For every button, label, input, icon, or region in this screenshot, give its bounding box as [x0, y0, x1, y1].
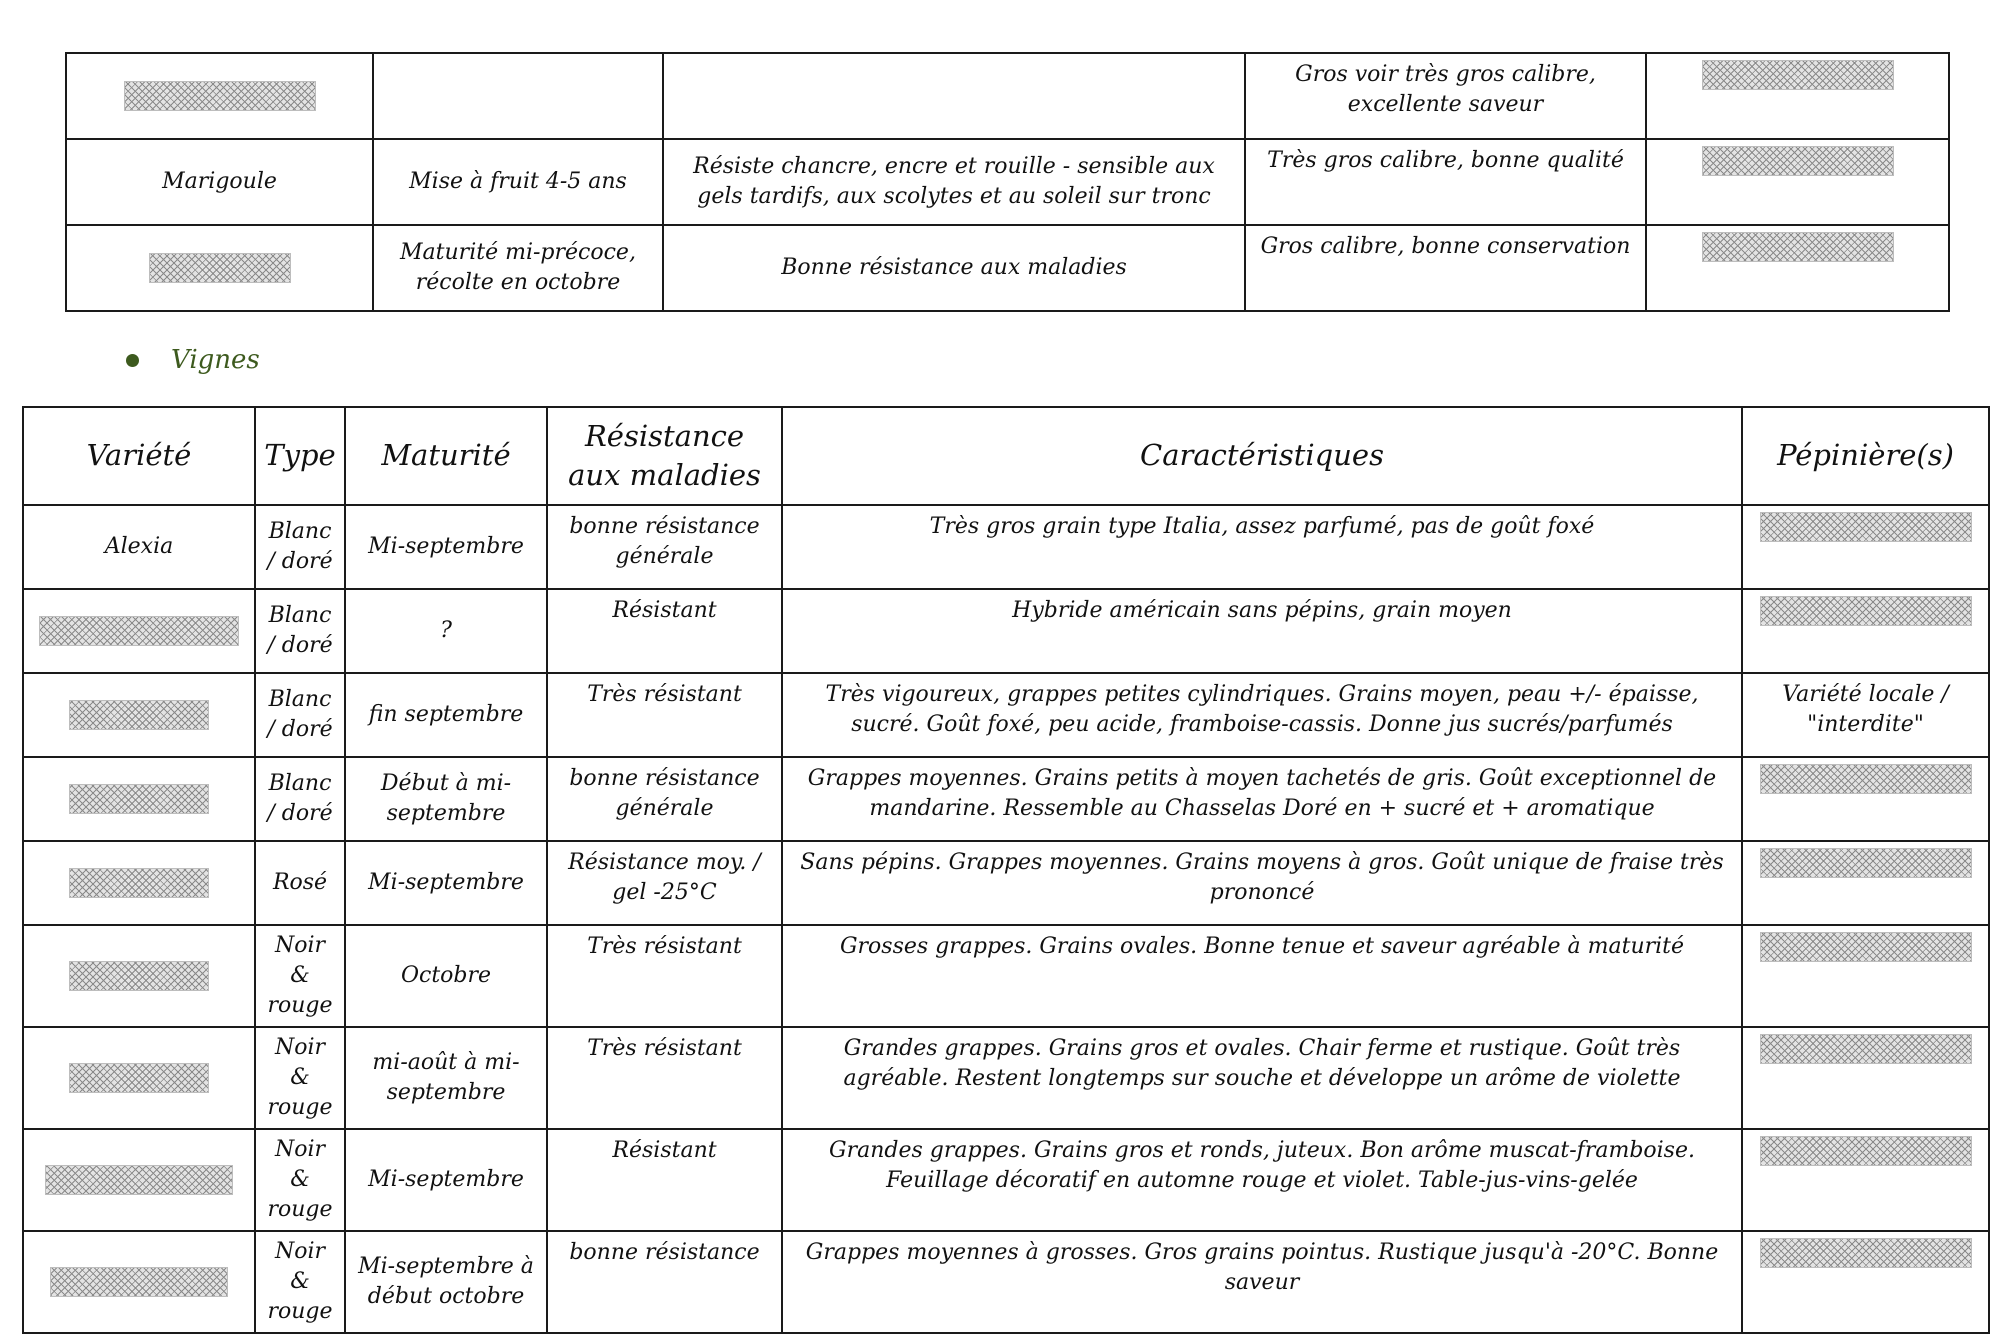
- section-title: Vignes: [171, 345, 260, 375]
- maturity-cell: Mi-septembre: [345, 1129, 547, 1231]
- table-row: [23, 589, 1989, 673]
- table-row: [66, 139, 1949, 225]
- characteristics-cell: Grosses grappes. Grains ovales. Bonne tenue et saveur agréable à maturité: [782, 925, 1742, 1027]
- redacted-block: [69, 1063, 209, 1093]
- variety-cell: Marigoule: [66, 139, 373, 225]
- characteristics-cell: Hybride américain sans pépins, grain moyen: [782, 589, 1742, 673]
- nursery-cell: [1742, 1231, 1989, 1333]
- variety-cell: [23, 1027, 255, 1129]
- table-row: [23, 1231, 1989, 1333]
- table-row: [23, 757, 1989, 841]
- header-resistance: Résistance aux maladies: [547, 407, 782, 505]
- redacted-block: [1760, 1136, 1972, 1166]
- maturity-cell: Maturité mi-précoce, récolte en octobre: [373, 225, 663, 311]
- header-characteristics: Caractéristiques: [782, 407, 1742, 505]
- nursery-cell: [1646, 139, 1949, 225]
- header-variety: Variété: [23, 407, 255, 505]
- characteristics-cell: Grandes grappes. Grains gros et ovales. Chair ferme et rustique. Goût très agréable. Restent longtemps sur souche et développe un arôme de violette: [782, 1027, 1742, 1129]
- maturity-cell: fin septembre: [345, 673, 547, 757]
- nursery-cell: Variété locale / "interdite": [1742, 673, 1989, 757]
- redacted-block: [1702, 146, 1894, 176]
- redacted-block: [1760, 512, 1972, 542]
- resistance-cell: bonne résistance: [547, 1231, 782, 1333]
- redacted-block: [39, 616, 239, 646]
- redacted-block: [69, 961, 209, 991]
- variety-cell: [66, 53, 373, 139]
- resistance-cell: Résistant: [547, 1129, 782, 1231]
- bullet-icon: [126, 354, 139, 367]
- variety-cell: [23, 589, 255, 673]
- resistance-cell: Bonne résistance aux maladies: [663, 225, 1245, 311]
- header-type: Type: [255, 407, 345, 505]
- characteristics-cell: Grappes moyennes à grosses. Gros grains pointus. Rustique jusqu'à -20°C. Bonne saveur: [782, 1231, 1742, 1333]
- table-row: [66, 53, 1949, 139]
- redacted-block: [69, 784, 209, 814]
- resistance-cell: bonne résistance générale: [547, 757, 782, 841]
- resistance-cell: Très résistant: [547, 1027, 782, 1129]
- nursery-cell: [1646, 225, 1949, 311]
- characteristics-cell: Très gros calibre, bonne qualité: [1245, 139, 1646, 225]
- vines-table: [22, 406, 1990, 1334]
- maturity-cell: Octobre: [345, 925, 547, 1027]
- maturity-cell: [373, 53, 663, 139]
- resistance-cell: Très résistant: [547, 925, 782, 1027]
- section-heading: [126, 345, 260, 375]
- redacted-block: [1760, 848, 1972, 878]
- nursery-cell: [1742, 757, 1989, 841]
- redacted-block: [45, 1165, 233, 1195]
- characteristics-cell: Gros calibre, bonne conservation: [1245, 225, 1646, 311]
- redacted-block: [1760, 1034, 1972, 1064]
- top-table: [65, 52, 1950, 312]
- table-header-row: [23, 407, 1989, 505]
- characteristics-cell: Grappes moyennes. Grains petits à moyen tachetés de gris. Goût exceptionnel de mandarine. Ressemble au Chasselas Doré en + sucré et + aromatique: [782, 757, 1742, 841]
- maturity-cell: mi-août à mi-septembre: [345, 1027, 547, 1129]
- type-cell: Noir & rouge: [255, 1231, 345, 1333]
- table-row: [23, 1129, 1989, 1231]
- resistance-cell: bonne résistance générale: [547, 505, 782, 589]
- table-row: [66, 225, 1949, 311]
- characteristics-cell: Gros voir très gros calibre, excellente saveur: [1245, 53, 1646, 139]
- type-cell: Blanc / doré: [255, 589, 345, 673]
- type-cell: Noir & rouge: [255, 1027, 345, 1129]
- resistance-cell: Très résistant: [547, 673, 782, 757]
- table-row: [23, 505, 1989, 589]
- resistance-cell: Résistant: [547, 589, 782, 673]
- redacted-block: [1702, 60, 1894, 90]
- redacted-block: [1760, 596, 1972, 626]
- characteristics-cell: Très vigoureux, grappes petites cylindriques. Grains moyen, peau +/- épaisse, sucré. Goût foxé, peu acide, framboise-cassis. Donne jus sucrés/parfumés: [782, 673, 1742, 757]
- resistance-cell: Résiste chancre, encre et rouille - sensible aux gels tardifs, aux scolytes et au soleil sur tronc: [663, 139, 1245, 225]
- variety-cell: [23, 757, 255, 841]
- nursery-cell: [1646, 53, 1949, 139]
- redacted-block: [1760, 764, 1972, 794]
- variety-cell: [23, 1231, 255, 1333]
- maturity-cell: Mi-septembre: [345, 841, 547, 925]
- variety-cell: [23, 925, 255, 1027]
- table-row: [23, 925, 1989, 1027]
- header-nursery: Pépinière(s): [1742, 407, 1989, 505]
- table-row: [23, 841, 1989, 925]
- type-cell: Blanc / doré: [255, 505, 345, 589]
- maturity-cell: Mi-septembre: [345, 505, 547, 589]
- characteristics-cell: Très gros grain type Italia, assez parfumé, pas de goût foxé: [782, 505, 1742, 589]
- type-cell: Noir & rouge: [255, 1129, 345, 1231]
- variety-cell: [23, 673, 255, 757]
- nursery-cell: [1742, 1129, 1989, 1231]
- redacted-block: [1760, 1238, 1972, 1268]
- variety-cell: [23, 1129, 255, 1231]
- table-row: [23, 673, 1989, 757]
- nursery-cell: [1742, 505, 1989, 589]
- redacted-block: [124, 81, 316, 111]
- maturity-cell: ?: [345, 589, 547, 673]
- redacted-block: [149, 253, 291, 283]
- type-cell: Rosé: [255, 841, 345, 925]
- variety-cell: Alexia: [23, 505, 255, 589]
- type-cell: Noir & rouge: [255, 925, 345, 1027]
- resistance-cell: Résistance moy. / gel -25°C: [547, 841, 782, 925]
- redacted-block: [69, 700, 209, 730]
- maturity-cell: Mi-septembre à début octobre: [345, 1231, 547, 1333]
- variety-cell: [66, 225, 373, 311]
- maturity-cell: Mise à fruit 4-5 ans: [373, 139, 663, 225]
- variety-cell: [23, 841, 255, 925]
- redacted-block: [1702, 232, 1894, 262]
- table-row: [23, 1027, 1989, 1129]
- type-cell: Blanc / doré: [255, 757, 345, 841]
- maturity-cell: Début à mi-septembre: [345, 757, 547, 841]
- characteristics-cell: Sans pépins. Grappes moyennes. Grains moyens à gros. Goût unique de fraise très prononcé: [782, 841, 1742, 925]
- nursery-cell: [1742, 1027, 1989, 1129]
- nursery-cell: [1742, 589, 1989, 673]
- nursery-cell: [1742, 925, 1989, 1027]
- resistance-cell: [663, 53, 1245, 139]
- characteristics-cell: Grandes grappes. Grains gros et ronds, juteux. Bon arôme muscat-framboise. Feuillage décoratif en automne rouge et violet. Table-jus-vins-gelée: [782, 1129, 1742, 1231]
- type-cell: Blanc / doré: [255, 673, 345, 757]
- header-maturity: Maturité: [345, 407, 547, 505]
- redacted-block: [50, 1267, 228, 1297]
- redacted-block: [1760, 932, 1972, 962]
- redacted-block: [69, 868, 209, 898]
- nursery-cell: [1742, 841, 1989, 925]
